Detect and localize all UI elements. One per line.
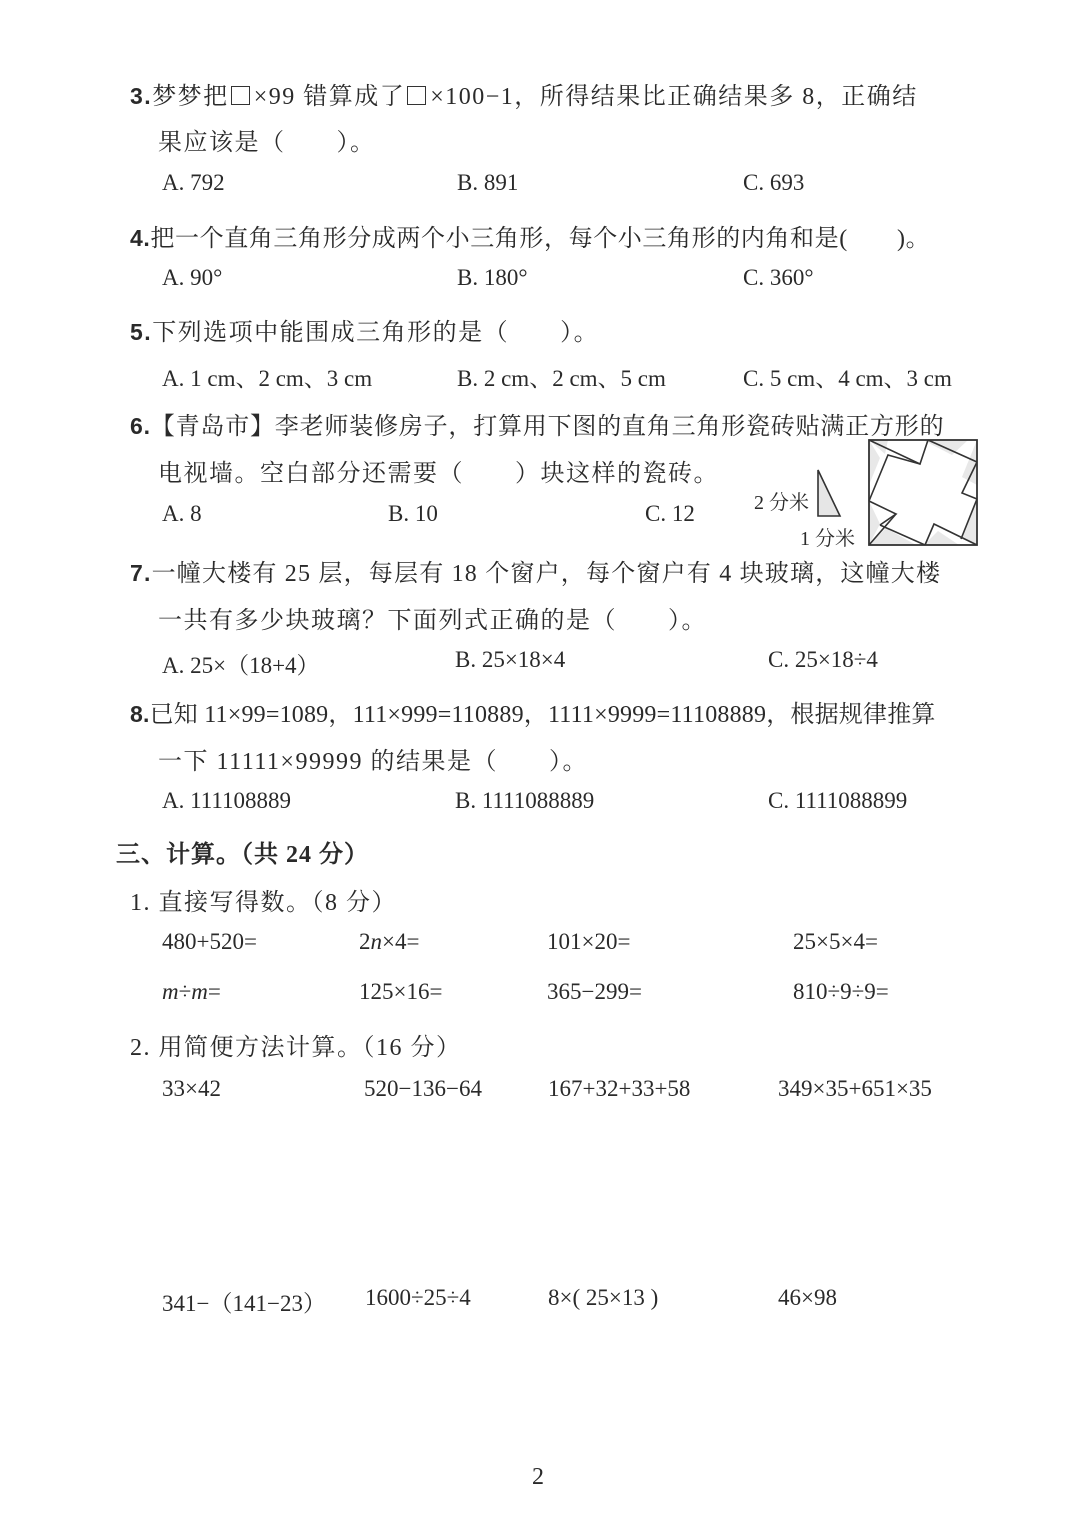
oral-calc-item: 365−299= [547, 979, 642, 1004]
simplify-calc-item: 33×42 [162, 1076, 221, 1101]
option-b: B. 1111088889 [455, 788, 595, 813]
question-text: ×100−1，所得结果比正确结果多 8，正确结 [430, 84, 918, 110]
option-c: C. 360° [743, 265, 814, 290]
triangle-tile-figure [814, 468, 844, 520]
oral-calc-item: 2n×4= [359, 929, 420, 954]
option-c: C. 5 cm、4 cm、3 cm [743, 366, 952, 391]
question-number: 7. [130, 560, 152, 586]
oral-calc-item: 125×16= [359, 979, 443, 1004]
simplify-calc-item: 341−（141−23） [162, 1291, 326, 1316]
question-8 [130, 694, 936, 729]
question-3-line2: 果应该是（ ）。 [158, 130, 376, 156]
question-text: 下列选项中能围成三角形的是（ ）。 [152, 320, 600, 346]
option-b: B. 25×18×4 [455, 647, 566, 672]
question-6 [130, 406, 944, 441]
simplify-calc-item: 1600÷25÷4 [365, 1285, 471, 1310]
question-number: 3. [130, 83, 153, 109]
blank-box [407, 86, 426, 105]
question-text: 已知 11×99=1089，111×999=110889，1111×9999=11108889，根据规律推算 [149, 702, 936, 728]
question-3 [130, 76, 918, 111]
simplify-calc-item: 167+32+33+58 [548, 1076, 691, 1101]
question-number: 6. [130, 413, 151, 439]
option-c: C. 693 [743, 170, 805, 195]
option-c: C. 12 [645, 501, 695, 526]
option-b: B. 10 [388, 501, 438, 526]
option-a: A. 111108889 [162, 788, 292, 813]
option-a: A. 1 cm、2 cm、3 cm [162, 366, 373, 391]
question-7 [130, 553, 941, 588]
question-number: 5. [130, 319, 153, 345]
question-text: 【青岛市】李老师装修房子，打算用下图的直角三角形瓷砖贴满正方形的 [150, 414, 945, 440]
blank-box [231, 86, 250, 105]
oral-calc-item: 25×5×4= [793, 929, 878, 954]
option-b: B. 891 [457, 170, 519, 195]
option-b: B. 180° [457, 265, 528, 290]
option-c: C. 1111088899 [768, 788, 908, 813]
question-text: 一幢大楼有 25 层，每层有 18 个窗户，每个窗户有 4 块玻璃，这幢大楼 [151, 561, 942, 587]
question-6-line2: 电视墙。空白部分还需要（ ）块这样的瓷砖。 [158, 461, 719, 487]
question-7-line2: 一共有多少块玻璃？下面列式正确的是（ ）。 [158, 608, 707, 634]
question-8-line2: 一下 11111×99999 的结果是（ ）。 [158, 749, 588, 775]
oral-calc-item: m÷m= [162, 979, 221, 1004]
option-a: A. 25×（18+4） [162, 653, 320, 678]
part-2-title: 2. 用简便方法计算。（16 分） [130, 1035, 462, 1061]
simplify-calc-item: 8×( 25×13 ) [548, 1285, 659, 1310]
oral-calc-item: 810÷9÷9= [793, 979, 889, 1004]
option-a: A. 8 [162, 501, 202, 526]
option-b: B. 2 cm、2 cm、5 cm [457, 366, 666, 391]
option-c: C. 25×18÷4 [768, 647, 878, 672]
option-a: A. 792 [162, 170, 225, 195]
oral-calc-item: 480+520= [162, 929, 257, 954]
question-text: ×99 错算成了 [253, 84, 406, 110]
question-text: 把一个直角三角形分成两个小三角形，每个小三角形的内角和是( )。 [150, 226, 931, 252]
section-3-title: 三、计算。（共 24 分） [116, 842, 369, 868]
triangle-height-label: 2 分米 [754, 492, 809, 514]
question-5 [130, 312, 599, 347]
option-a: A. 90° [162, 265, 223, 290]
simplify-calc-item: 520−136−64 [364, 1076, 482, 1101]
question-4 [130, 218, 930, 253]
question-number: 8. [130, 701, 150, 727]
question-text: 梦梦把 [152, 84, 229, 110]
simplify-calc-item: 46×98 [778, 1285, 837, 1310]
oral-calc-item: 101×20= [547, 929, 631, 954]
triangle-base-label: 1 分米 [800, 528, 855, 550]
square-wall-figure [868, 439, 978, 547]
part-1-title: 1. 直接写得数。（8 分） [130, 890, 397, 916]
simplify-calc-item: 349×35+651×35 [778, 1076, 932, 1101]
question-number: 4. [130, 225, 151, 251]
page-number: 2 [532, 1464, 544, 1490]
